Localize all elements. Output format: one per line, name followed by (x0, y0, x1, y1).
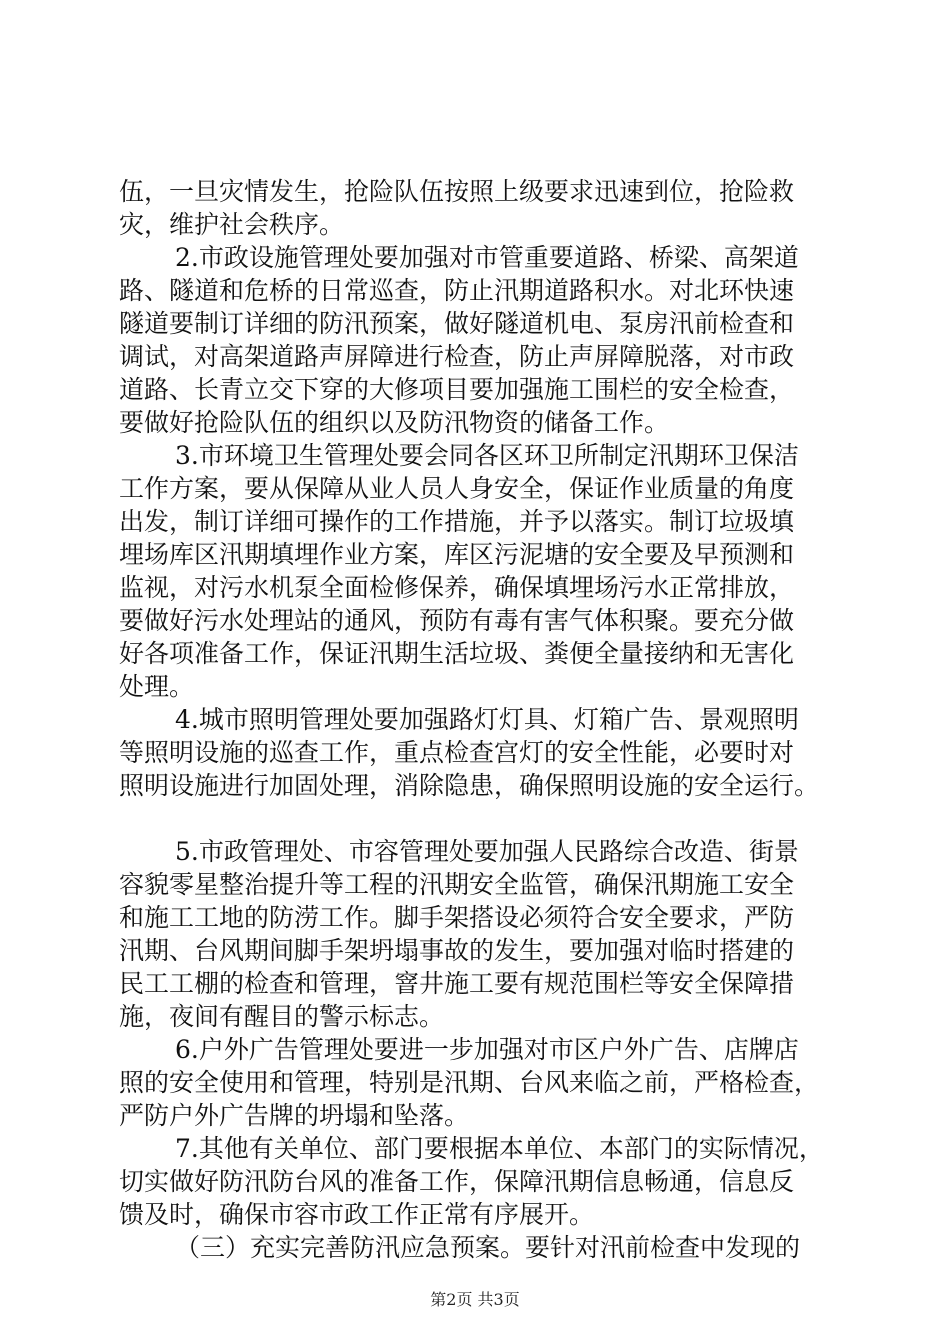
text-line: 处理。 (119, 672, 195, 701)
page-number-footer: 第2页 共3页 (430, 1290, 520, 1309)
paragraph-start-line: 2.市政设施管理处要加强对市管重要道路、桥梁、高架道 (175, 243, 799, 272)
text-line: 伍，一旦灾情发生，抢险队伍按照上级要求迅速到位，抢险救 (119, 177, 795, 206)
text-line: 路、隧道和危桥的日常巡查，防止汛期道路积水。对北环快速 (119, 276, 795, 305)
paragraph-start-line: （三）充实完善防汛应急预案。要针对汛前检查中发现的 (175, 1233, 801, 1262)
text-line: 好各项准备工作，保证汛期生活垃圾、粪便全量接纳和无害化 (119, 639, 795, 668)
text-line: 等照明设施的巡查工作，重点检查宫灯的安全性能，必要时对 (119, 738, 795, 767)
text-line: 容貌零星整治提升等工程的汛期安全监管，确保汛期施工安全 (119, 870, 795, 899)
text-line: 道路、长青立交下穿的大修项目要加强施工围栏的安全检查， (119, 375, 795, 404)
text-line: 要做好抢险队伍的组织以及防汛物资的储备工作。 (119, 408, 670, 437)
text-line: 严防户外广告牌的坍塌和坠落。 (119, 1101, 470, 1130)
paragraph-start-line: 5.市政管理处、市容管理处要加强人民路综合改造、街景 (175, 837, 799, 866)
paragraph-start-line: 6.户外广告管理处要进一步加强对市区户外广告、店牌店 (175, 1035, 799, 1064)
text-line: 施，夜间有醒目的警示标志。 (119, 1002, 445, 1031)
text-line: 埋场库区汛期填埋作业方案，库区污泥塘的安全要及早预测和 (119, 540, 795, 569)
text-line: 工作方案，要从保障从业人员人身安全，保证作业质量的角度 (119, 474, 795, 503)
paragraph-start-line: 3.市环境卫生管理处要会同各区环卫所制定汛期环卫保洁 (175, 441, 799, 470)
text-line: 监视，对污水机泵全面检修保养，确保填埋场污水正常排放， (119, 573, 795, 602)
text-line: 馈及时，确保市容市政工作正常有序展开。 (119, 1200, 595, 1229)
paragraph-start-line: 4.城市照明管理处要加强路灯灯具、灯箱广告、景观照明 (175, 705, 799, 734)
text-line: 和施工工地的防涝工作。脚手架搭设必须符合安全要求，严防 (119, 903, 795, 932)
text-line: 调试，对高架道路声屏障进行检查，防止声屏障脱落，对市政 (119, 342, 795, 371)
text-line: 切实做好防汛防台风的准备工作，保障汛期信息畅通，信息反 (119, 1167, 795, 1196)
text-line: 灾，维护社会秩序。 (119, 210, 345, 239)
text-line: 照明设施进行加固处理，消除隐患，确保照明设施的安全运行。 (119, 771, 820, 800)
text-line: 民工工棚的检查和管理，窨井施工要有规范围栏等安全保障措 (119, 969, 795, 998)
text-line: 照的安全使用和管理，特别是汛期、台风来临之前，严格检查， (119, 1068, 820, 1097)
paragraph-start-line: 7.其他有关单位、部门要根据本单位、本部门的实际情况， (175, 1134, 824, 1163)
text-line: 隧道要制订详细的防汛预案，做好隧道机电、泵房汛前检查和 (119, 309, 795, 338)
text-line: 要做好污水处理站的通风，预防有毒有害气体积聚。要充分做 (119, 606, 795, 635)
text-line: 出发，制订详细可操作的工作措施，并予以落实。制订垃圾填 (119, 507, 795, 536)
text-line: 汛期、台风期间脚手架坍塌事故的发生，要加强对临时搭建的 (119, 936, 795, 965)
